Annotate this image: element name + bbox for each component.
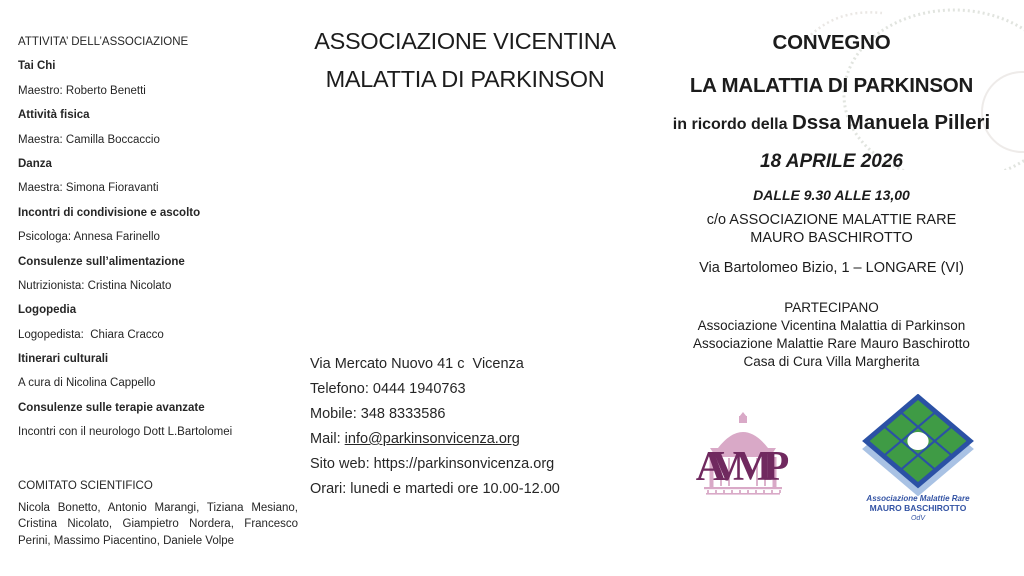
contact-hours: Orari: lunedi e martedi ore 10.00-12.00 bbox=[310, 481, 560, 497]
activity-detail: Maestra: Simona Fioravanti bbox=[18, 182, 159, 195]
activity-detail: A cura di Nicolina Cappello bbox=[18, 377, 156, 390]
activity-detail: Maestro: Roberto Benetti bbox=[18, 84, 146, 97]
committee-title: COMITATO SCIENTIFICO bbox=[18, 479, 153, 492]
convention-kicker: CONVEGNO bbox=[772, 31, 891, 54]
contact-mobile: Mobile: 348 8333586 bbox=[310, 406, 446, 422]
convention-time: DALLE 9.30 ALLE 13,00 bbox=[753, 187, 910, 203]
email-link[interactable]: info@parkinsonvicenza.org bbox=[344, 431, 520, 447]
activity-name: Attività fisica bbox=[18, 109, 90, 122]
baschirotto-caption-line2: MAURO BASCHIROTTO bbox=[869, 503, 967, 513]
participant: Associazione Vicentina Malattia di Parkinson bbox=[697, 318, 966, 333]
baschirotto-caption bbox=[865, 494, 970, 522]
participants-title: PARTECIPANO bbox=[784, 300, 879, 315]
activity-detail: Psicologa: Annesa Farinello bbox=[18, 231, 160, 244]
baschirotto-logo bbox=[857, 394, 979, 524]
activity-detail: Nutrizionista: Cristina Nicolato bbox=[18, 279, 172, 292]
contact-mail-label: Mail: bbox=[310, 431, 345, 447]
avmp-pavilion-logo bbox=[696, 412, 790, 500]
convention-panel bbox=[650, 30, 1013, 371]
committee-members: Nicola Bonetto, Antonio Marangi, Tiziana Mesiano, Cristina Nicolato, Giampietro Nordera, Francesco Perini, Massimo Piacentino, Daniele Volpe bbox=[18, 502, 298, 547]
contact-mail-line bbox=[310, 427, 560, 452]
contact-block bbox=[310, 352, 560, 502]
convention-date: 18 APRILE 2026 bbox=[760, 151, 903, 172]
dedication-name: Dssa Manuela Pilleri bbox=[791, 111, 991, 134]
activities-title: ATTIVITA’ DELL’ASSOCIAZIONE bbox=[18, 36, 189, 48]
activity-name: Logopedia bbox=[18, 304, 77, 317]
association-title-line2: MALATTIA DI PARKINSON bbox=[325, 66, 605, 92]
avmp-monogram: AVMP bbox=[696, 444, 781, 490]
activity-name: Itinerari culturali bbox=[18, 353, 109, 366]
convention-venue-address: Via Bartolomeo Bizio, 1 – LONGARE (VI) bbox=[699, 260, 964, 276]
association-title bbox=[295, 22, 635, 98]
contact-phone: Telefono: 0444 1940763 bbox=[310, 381, 466, 397]
contact-website: Sito web: https://parkinsonvicenza.org bbox=[310, 456, 555, 472]
baschirotto-caption-line1: Associazione Malattie Rare bbox=[866, 494, 970, 503]
convention-venue: c/o ASSOCIAZIONE MALATTIE RARE MAURO BASCHIROTTO bbox=[706, 212, 957, 246]
dedication-prefix: in ricordo della bbox=[672, 116, 792, 133]
activity-name: Danza bbox=[18, 157, 52, 170]
baschirotto-caption-line3: OdV bbox=[910, 515, 926, 522]
activity-name: Consulenze sulle terapie avanzate bbox=[18, 401, 205, 414]
activity-detail: Incontri con il neurologo Dott L.Bartolomei bbox=[18, 426, 233, 439]
activity-name: Tai Chi bbox=[18, 60, 56, 73]
activity-name: Consulenze sull’alimentazione bbox=[18, 255, 185, 268]
participant: Associazione Malattie Rare Mauro Baschirotto bbox=[693, 336, 970, 351]
convention-title: LA MALATTIA DI PARKINSON bbox=[689, 74, 974, 97]
participant: Casa di Cura Villa Margherita bbox=[743, 354, 920, 369]
activity-detail: Logopedista: Chiara Cracco bbox=[18, 328, 164, 341]
association-title-line1: ASSOCIAZIONE VICENTINA bbox=[314, 28, 616, 54]
dedication-line bbox=[650, 110, 1013, 138]
activity-detail: Maestra: Camilla Boccaccio bbox=[18, 133, 160, 146]
activity-name: Incontri di condivisione e ascolto bbox=[18, 206, 201, 219]
activities-panel bbox=[18, 30, 298, 549]
contact-address: Via Mercato Nuovo 41 c Vicenza bbox=[310, 356, 524, 372]
